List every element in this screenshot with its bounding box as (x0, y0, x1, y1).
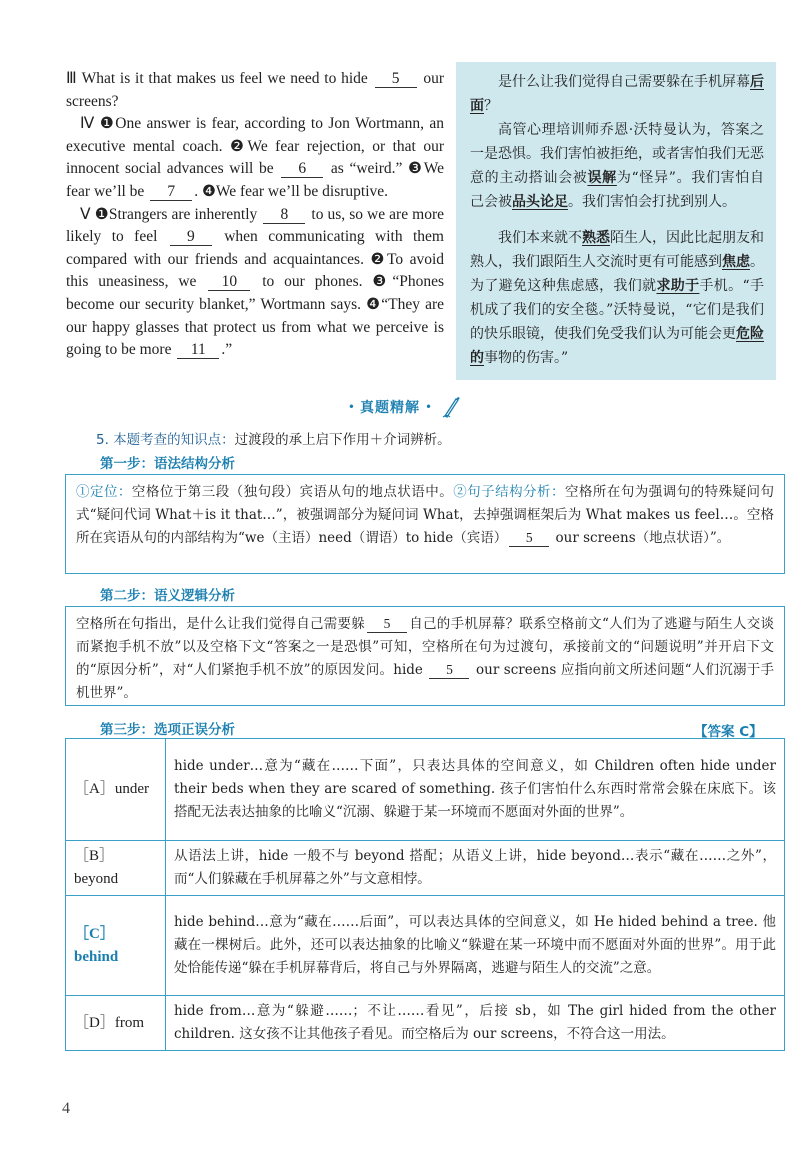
step3-title: 第三步：选项正误分析 (100, 722, 235, 738)
step1-box (65, 474, 785, 574)
text: 事物的伤害。” (484, 350, 569, 366)
question-topic (96, 428, 776, 448)
topic-text: 过渡段的承上启下作用＋介词辨析。 (234, 432, 451, 448)
banner-dot-right: • (425, 400, 433, 414)
sentence: .” (221, 341, 233, 359)
sentence: ❶One answer is fear, according to Jon Wortmann, an executive mental coach. (66, 115, 444, 155)
text: 空格位于第三段（独句段）宾语从句的地点状语中。 (131, 484, 454, 500)
option-row-a (66, 739, 785, 841)
answer-tag: 【答案 C】 (694, 724, 763, 740)
sentence: ❸We fear we’ll be (66, 160, 444, 200)
sentence: What is it that makes us feel we need to hide (81, 70, 373, 87)
pen-icon (441, 396, 461, 418)
option-explanation: hide under…意为“藏在……下面”，只表达具体的空间意义，如 Children often hide under their beds when they are scared of something. 孩子们害怕什么东西时常常会躲在床底下。该搭配无法表达抽象的比喻义“沉溺、躲避于某一环境而不愿面对外面的世界”。 (166, 739, 785, 841)
translation-paragraph-3 (470, 70, 764, 118)
sentence: ❹We fear we’ll be disruptive. (201, 182, 389, 200)
sentence: ❶Strangers are inherently (94, 205, 262, 223)
blank-5: 5 (429, 662, 469, 679)
step1-label-locate: ①定位： (76, 484, 132, 500)
sentence: ❷We fear rejection, or that our innocent social advances will be (66, 137, 444, 178)
sentence: to our phones. (252, 273, 373, 291)
keyword: 品头论足 (512, 194, 568, 210)
keyword: 熟悉 (582, 230, 610, 246)
sentence: to us, so we are more likely to feel (66, 205, 445, 246)
paragraph-3 (66, 68, 444, 113)
blank-10: 10 (208, 273, 250, 291)
text: 手机。“手机成了我们的安全毯。”沃特曼说，“它们是我们的快乐眼镜，使我们免受我们认为可能会更 (470, 278, 764, 342)
step2-title: 第二步：语义逻辑分析 (100, 588, 235, 604)
options-table (65, 738, 785, 1051)
text: 高管心理培训师乔恩·沃特曼认为，答案之一是恐惧。我们害怕被拒绝，或者害怕我们无恶意的主动搭讪会被 (470, 122, 764, 186)
blank-5: 5 (367, 616, 407, 633)
option-explanation: 从语法上讲，hide 一般不与 beyond 搭配；从语义上讲，hide beyond…表示“藏在……之外”，而“人们躲藏在手机屏幕之外”与文意相悖。 (166, 841, 785, 896)
option-row-b (66, 841, 785, 896)
text: 陌生人，因此比起朋友和熟人，我们跟陌生人交流时更有可能感到 (470, 230, 764, 270)
option-explanation: hide behind…意为“藏在……后面”，可以表达具体的空间意义，如 He hided behind a tree. 他藏在一棵树后。此外，还可以表达抽象的比喻义“躲避在某一环境中而不愿面对外面的世界”。用于此处恰能传递“躲在手机屏幕背后，将自己与外界隔离，逃避与陌生人的交流”之意。 (166, 896, 785, 996)
blank-5: 5 (509, 530, 549, 547)
page-number: 4 (62, 1100, 70, 1117)
paragraph-number: Ⅴ (80, 205, 91, 223)
sentence: . (194, 182, 202, 200)
english-passage (66, 68, 444, 362)
keyword: 后面 (470, 74, 764, 114)
step1-label-structure: ②句子结构分析： (453, 484, 565, 500)
sentence: ❹“They are our happy glasses that protect us from what we perceive is going to be more (66, 295, 444, 359)
step1-title: 第一步：语法结构分析 (100, 456, 235, 472)
paragraph-4 (66, 113, 444, 203)
text: 。为了避免这种焦虑感，我们就 (470, 254, 764, 294)
text: 为“怪异”。我们害怕自己会被 (470, 170, 764, 210)
text: ？ (484, 98, 498, 114)
text: 空格所在句指出，是什么让我们觉得自己需要躲 (76, 616, 366, 632)
text: 是什么让我们觉得自己需要躲在手机屏幕 (498, 74, 750, 90)
blank-8: 8 (263, 206, 305, 224)
step2-box (65, 606, 785, 706)
banner-dot-left: • (347, 400, 355, 414)
sentence: when communicating with them compared with our friends and acquaintances. (66, 228, 444, 268)
paragraph-number: Ⅳ (80, 115, 96, 133)
chinese-translation-panel (456, 62, 776, 380)
blank-11: 11 (177, 341, 219, 359)
topic-lead: 5. 本题考查的知识点： (96, 432, 235, 448)
blank-6: 6 (281, 160, 323, 178)
section-banner (322, 394, 482, 420)
text: 。我们害怕会打扰到别人。 (568, 194, 736, 210)
banner-title: 真题精解 (360, 400, 420, 416)
option-label: ［A］under (66, 739, 166, 841)
option-label: ［B］beyond (66, 841, 166, 896)
text: our screens 应指向前文所述问题“人们沉溺于手机世界”。 (76, 662, 774, 701)
text: our screens（地点状语）”。 (551, 530, 731, 546)
keyword: 求助于 (656, 278, 700, 294)
paragraph-number: Ⅲ (66, 70, 78, 87)
option-explanation: hide from…意为“躲避……；不让……看见”，后接 sb，如 The girl hided from the other children. 这女孩不让其他孩子看见。而空格后为 our screens，不符合这一用法。 (166, 996, 785, 1051)
sentence: as “weird.” (325, 160, 409, 178)
option-label: ［D］from (66, 996, 166, 1051)
option-label-correct: ［C］behind (66, 896, 166, 996)
text: 空格所在句为强调句的特殊疑问句式“疑问代词 What＋is it that…”，被强调部分为疑问词 What，去掉强调框架后为 What makes us feel…。空格所在宾语从句的内部结构为“we（主语）need（谓语）to hide（宾语） (76, 484, 775, 546)
text: 自己的手机屏幕？联系空格前文“人们为了逃避与陌生人交谈而紧抱手机不放”以及空格下文“答案之一是恐惧”可知，空格所在句为过渡句，承接前文的“问题说明”并开启下文的“原因分析”，对“人们紧抱手机不放”的原因发问。hide (76, 616, 775, 678)
blank-5: 5 (375, 70, 417, 88)
sentence: our screens? (66, 70, 444, 110)
text: 我们本来就不 (498, 230, 582, 246)
translation-paragraph-4 (470, 118, 764, 214)
keyword: 焦虑 (722, 254, 750, 270)
blank-9: 9 (170, 228, 212, 246)
paragraph-5 (66, 204, 444, 362)
sentence: ❸“Phones become our security blanket,” Wortmann says. (66, 273, 444, 313)
translation-paragraph-5 (470, 226, 764, 370)
keyword: 误解 (587, 170, 617, 186)
option-row-c (66, 896, 785, 996)
option-row-d (66, 996, 785, 1051)
keyword: 危险的 (470, 326, 764, 366)
blank-7: 7 (150, 183, 192, 201)
sentence: ❷To avoid this uneasiness, we (66, 250, 445, 291)
